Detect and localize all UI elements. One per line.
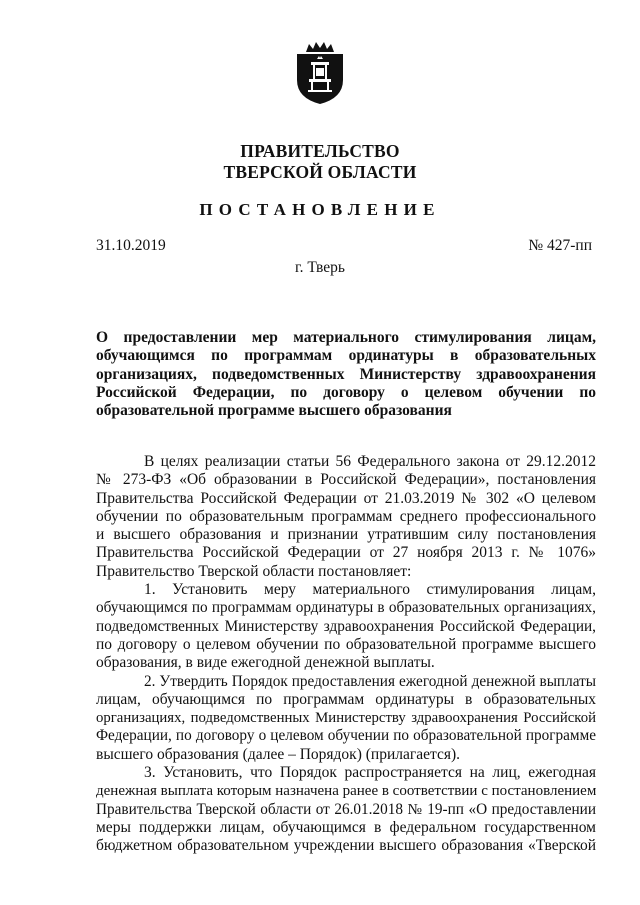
body-line: 3. Установить, что Порядок распространяется на лиц, ежегодная xyxy=(144,764,596,782)
document-type: ПОСТАНОВЛЕНИЕ xyxy=(199,200,441,219)
title-line: обучающимся по программам ординатуры в образовательных xyxy=(96,347,596,365)
body-line: 1. Установить меру материального стимулирования лицам, xyxy=(144,581,596,599)
title-line: организациях, подведомственных Министерству здравоохранения xyxy=(96,365,596,383)
body-line: по договору о целевом обучении по образовательной программе высшего xyxy=(96,635,596,653)
document-body xyxy=(96,453,596,856)
body-line: Правительство Тверской области постановляет: xyxy=(96,562,412,580)
body-line: денежная выплата которым назначена ранее в соответствии с постановлением xyxy=(96,783,597,800)
body-line: и высшего образования и признании утратившим силу постановления xyxy=(96,526,596,544)
body-line: образования, в виде ежегодной денежной выплаты. xyxy=(96,654,435,672)
body-line: подведомственных Министерству здравоохранения Российской Федерации, xyxy=(96,617,596,635)
body-line: 2. Утвердить Порядок предоставления ежегодной денежной выплаты xyxy=(144,672,596,690)
document-city: г. Тверь xyxy=(295,259,345,276)
document-date: 31.10.2019 xyxy=(96,237,166,254)
body-line: В целях реализации статьи 56 Федерального закона от 29.12.2012 xyxy=(144,453,596,470)
body-line: высшего образования (далее – Порядок) (прилагается). xyxy=(96,745,460,763)
body-line: Федерации, по договору о целевом обучении по образовательной программе xyxy=(96,727,596,745)
body-line: № 273-ФЗ «Об образовании в Российской Федерации», постановления xyxy=(96,471,596,489)
body-line: меры поддержки лицам, обучающимся в федеральном государственном xyxy=(96,818,596,836)
body-line: обучении по образовательным программам среднего профессионального xyxy=(96,507,596,525)
government-name-line1: ПРАВИТЕЛЬСТВО xyxy=(240,141,400,161)
body-line: бюджетном образовательном учреждении высшего образования «Тверской xyxy=(96,837,596,855)
title-line: Российской Федерации, по договору о целевом обучении по xyxy=(96,383,596,401)
body-line: Правительства Тверской области от 26.01.2018 № 19-пп «О предоставлении xyxy=(96,800,596,818)
body-line: Правительства Российской Федерации от 21.03.2019 № 302 «О целевом xyxy=(96,489,596,507)
document-title xyxy=(96,329,596,420)
title-line: О предоставлении мер материального стимулирования лицам, xyxy=(96,329,596,346)
coat-of-arms-emblem xyxy=(292,40,348,106)
body-line: лицам, обучающимся по программам ординатуры в образовательных xyxy=(96,690,596,708)
title-line: образовательной программе высшего образования xyxy=(96,402,452,420)
body-line: Правительства Российской Федерации от 27 ноября 2013 г. № 1076» xyxy=(96,544,596,562)
document-number: № 427-пп xyxy=(528,237,592,254)
body-line: обучающимся по программам ординатуры в образовательных организациях, xyxy=(96,599,596,617)
body-line: организациях, подведомственных Министерству здравоохранения Российской xyxy=(96,710,596,727)
government-name-line2: ТВЕРСКОЙ ОБЛАСТИ xyxy=(223,162,417,182)
